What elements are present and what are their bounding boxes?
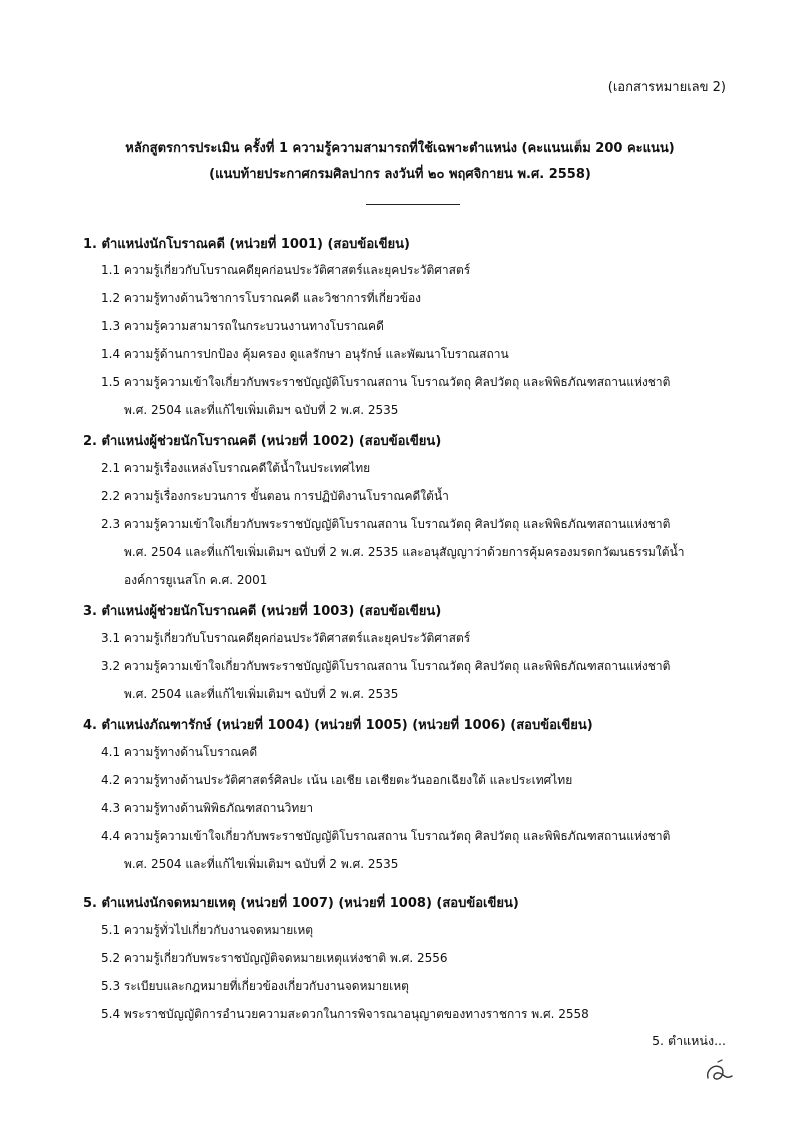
section-1-item-5: 1.5 ความรู้ความเข้าใจเกี่ยวกับพระราชบัญญัติโบราณสถาน โบราณวัตถุ ศิลปวัตถุ และพิพิธภัณฑสถานแห่งชาติ (101, 375, 671, 389)
section-1-item-2: 1.2 ความรู้ทางด้านวิชาการโบราณคดี และวิชาการที่เกี่ยวข้อง (101, 291, 422, 305)
signature-mark (700, 1058, 736, 1088)
section-5-item-2: 5.2 ความรู้เกี่ยวกับพระราชบัญญัติจดหมายเหตุแห่งชาติ พ.ศ. 2556 (101, 951, 448, 965)
document-subtitle: (แนบท้ายประกาศกรมศิลปากร ลงวันที่ ๒๐ พฤศจิกายน พ.ศ. 2558) (209, 167, 591, 182)
section-1-heading: 1. ตำแหน่งนักโบราณคดี (หน่วยที่ 1001) (สอบข้อเขียน) (83, 237, 410, 252)
section-3-heading: 3. ตำแหน่งผู้ช่วยนักโบราณคดี (หน่วยที่ 1003) (สอบข้อเขียน) (83, 604, 442, 619)
next-page-indicator: 5. ตำแหน่ง... (652, 1033, 726, 1048)
section-2-item-2: 2.2 ความรู้เรื่องกระบวนการ ขั้นตอน การปฏิบัติงานโบราณคดีใต้น้ำ (101, 489, 449, 503)
section-4-heading: 4. ตำแหน่งภัณฑารักษ์ (หน่วยที่ 1004) (หน่วยที่ 1005) (หน่วยที่ 1006) (สอบข้อเขียน) (83, 718, 593, 733)
section-1-item-4: 1.4 ความรู้ด้านการปกป้อง คุ้มครอง ดูแลรักษา อนุรักษ์ และพัฒนาโบราณสถาน (101, 347, 509, 361)
section-3-item-2-continuation: พ.ศ. 2504 และที่แก้ไขเพิ่มเติมฯ ฉบับที่ 2 พ.ศ. 2535 (124, 687, 399, 701)
section-4-item-3: 4.3 ความรู้ทางด้านพิพิธภัณฑสถานวิทยา (101, 801, 314, 815)
section-5-item-1: 5.1 ความรู้ทั่วไปเกี่ยวกับงานจดหมายเหตุ (101, 923, 314, 937)
section-5-item-3: 5.3 ระเบียบและกฎหมายที่เกี่ยวข้องเกี่ยวกับงานจดหมายเหตุ (101, 979, 409, 993)
section-1-item-5-continuation: พ.ศ. 2504 และที่แก้ไขเพิ่มเติมฯ ฉบับที่ 2 พ.ศ. 2535 (124, 403, 399, 417)
section-4-item-4: 4.4 ความรู้ความเข้าใจเกี่ยวกับพระราชบัญญัติโบราณสถาน โบราณวัตถุ ศิลปวัตถุ และพิพิธภัณฑสถานแห่งชาติ (101, 829, 671, 843)
section-2-item-1: 2.1 ความรู้เรื่องแหล่งโบราณคดีใต้น้ำในประเทศไทย (101, 461, 371, 475)
section-1-item-1: 1.1 ความรู้เกี่ยวกับโบราณคดียุคก่อนประวัติศาสตร์และยุคประวัติศาสตร์ (101, 263, 471, 277)
section-5-heading: 5. ตำแหน่งนักจดหมายเหตุ (หน่วยที่ 1007) (หน่วยที่ 1008) (สอบข้อเขียน) (83, 896, 519, 911)
section-2-item-3: 2.3 ความรู้ความเข้าใจเกี่ยวกับพระราชบัญญัติโบราณสถาน โบราณวัตถุ ศิลปวัตถุ และพิพิธภัณฑสถานแห่งชาติ (101, 517, 671, 531)
title-underline (366, 204, 460, 205)
section-5-item-4: 5.4 พระราชบัญญัติการอำนวยความสะดวกในการพิจารณาอนุญาตของทางราชการ พ.ศ. 2558 (101, 1007, 589, 1021)
section-4-item-4-continuation: พ.ศ. 2504 และที่แก้ไขเพิ่มเติมฯ ฉบับที่ 2 พ.ศ. 2535 (124, 857, 399, 871)
document-title: หลักสูตรการประเมิน ครั้งที่ 1 ความรู้ความสามารถที่ใช้เฉพาะตำแหน่ง (คะแนนเต็ม 200 คะแนน) (125, 141, 675, 156)
section-3-item-2: 3.2 ความรู้ความเข้าใจเกี่ยวกับพระราชบัญญัติโบราณสถาน โบราณวัตถุ ศิลปวัตถุ และพิพิธภัณฑสถานแห่งชาติ (101, 659, 671, 673)
section-2-item-3-continuation-1: พ.ศ. 2504 และที่แก้ไขเพิ่มเติมฯ ฉบับที่ 2 พ.ศ. 2535 และอนุสัญญาว่าด้วยการคุ้มครองมรดกวัฒนธรรมใต้น้ำ (124, 545, 685, 559)
section-4-item-1: 4.1 ความรู้ทางด้านโบราณคดี (101, 745, 258, 759)
section-3-item-1: 3.1 ความรู้เกี่ยวกับโบราณคดียุคก่อนประวัติศาสตร์และยุคประวัติศาสตร์ (101, 631, 471, 645)
section-1-item-3: 1.3 ความรู้ความสามารถในกระบวนงานทางโบราณคดี (101, 319, 384, 333)
section-2-item-3-continuation-2: องค์การยูเนสโก ค.ศ. 2001 (124, 573, 268, 587)
document-reference: (เอกสารหมายเลข 2) (607, 80, 726, 95)
section-2-heading: 2. ตำแหน่งผู้ช่วยนักโบราณคดี (หน่วยที่ 1002) (สอบข้อเขียน) (83, 434, 442, 449)
section-4-item-2: 4.2 ความรู้ทางด้านประวัติศาสตร์ศิลปะ เน้น เอเชีย เอเชียตะวันออกเฉียงใต้ และประเทศไทย (101, 773, 573, 787)
